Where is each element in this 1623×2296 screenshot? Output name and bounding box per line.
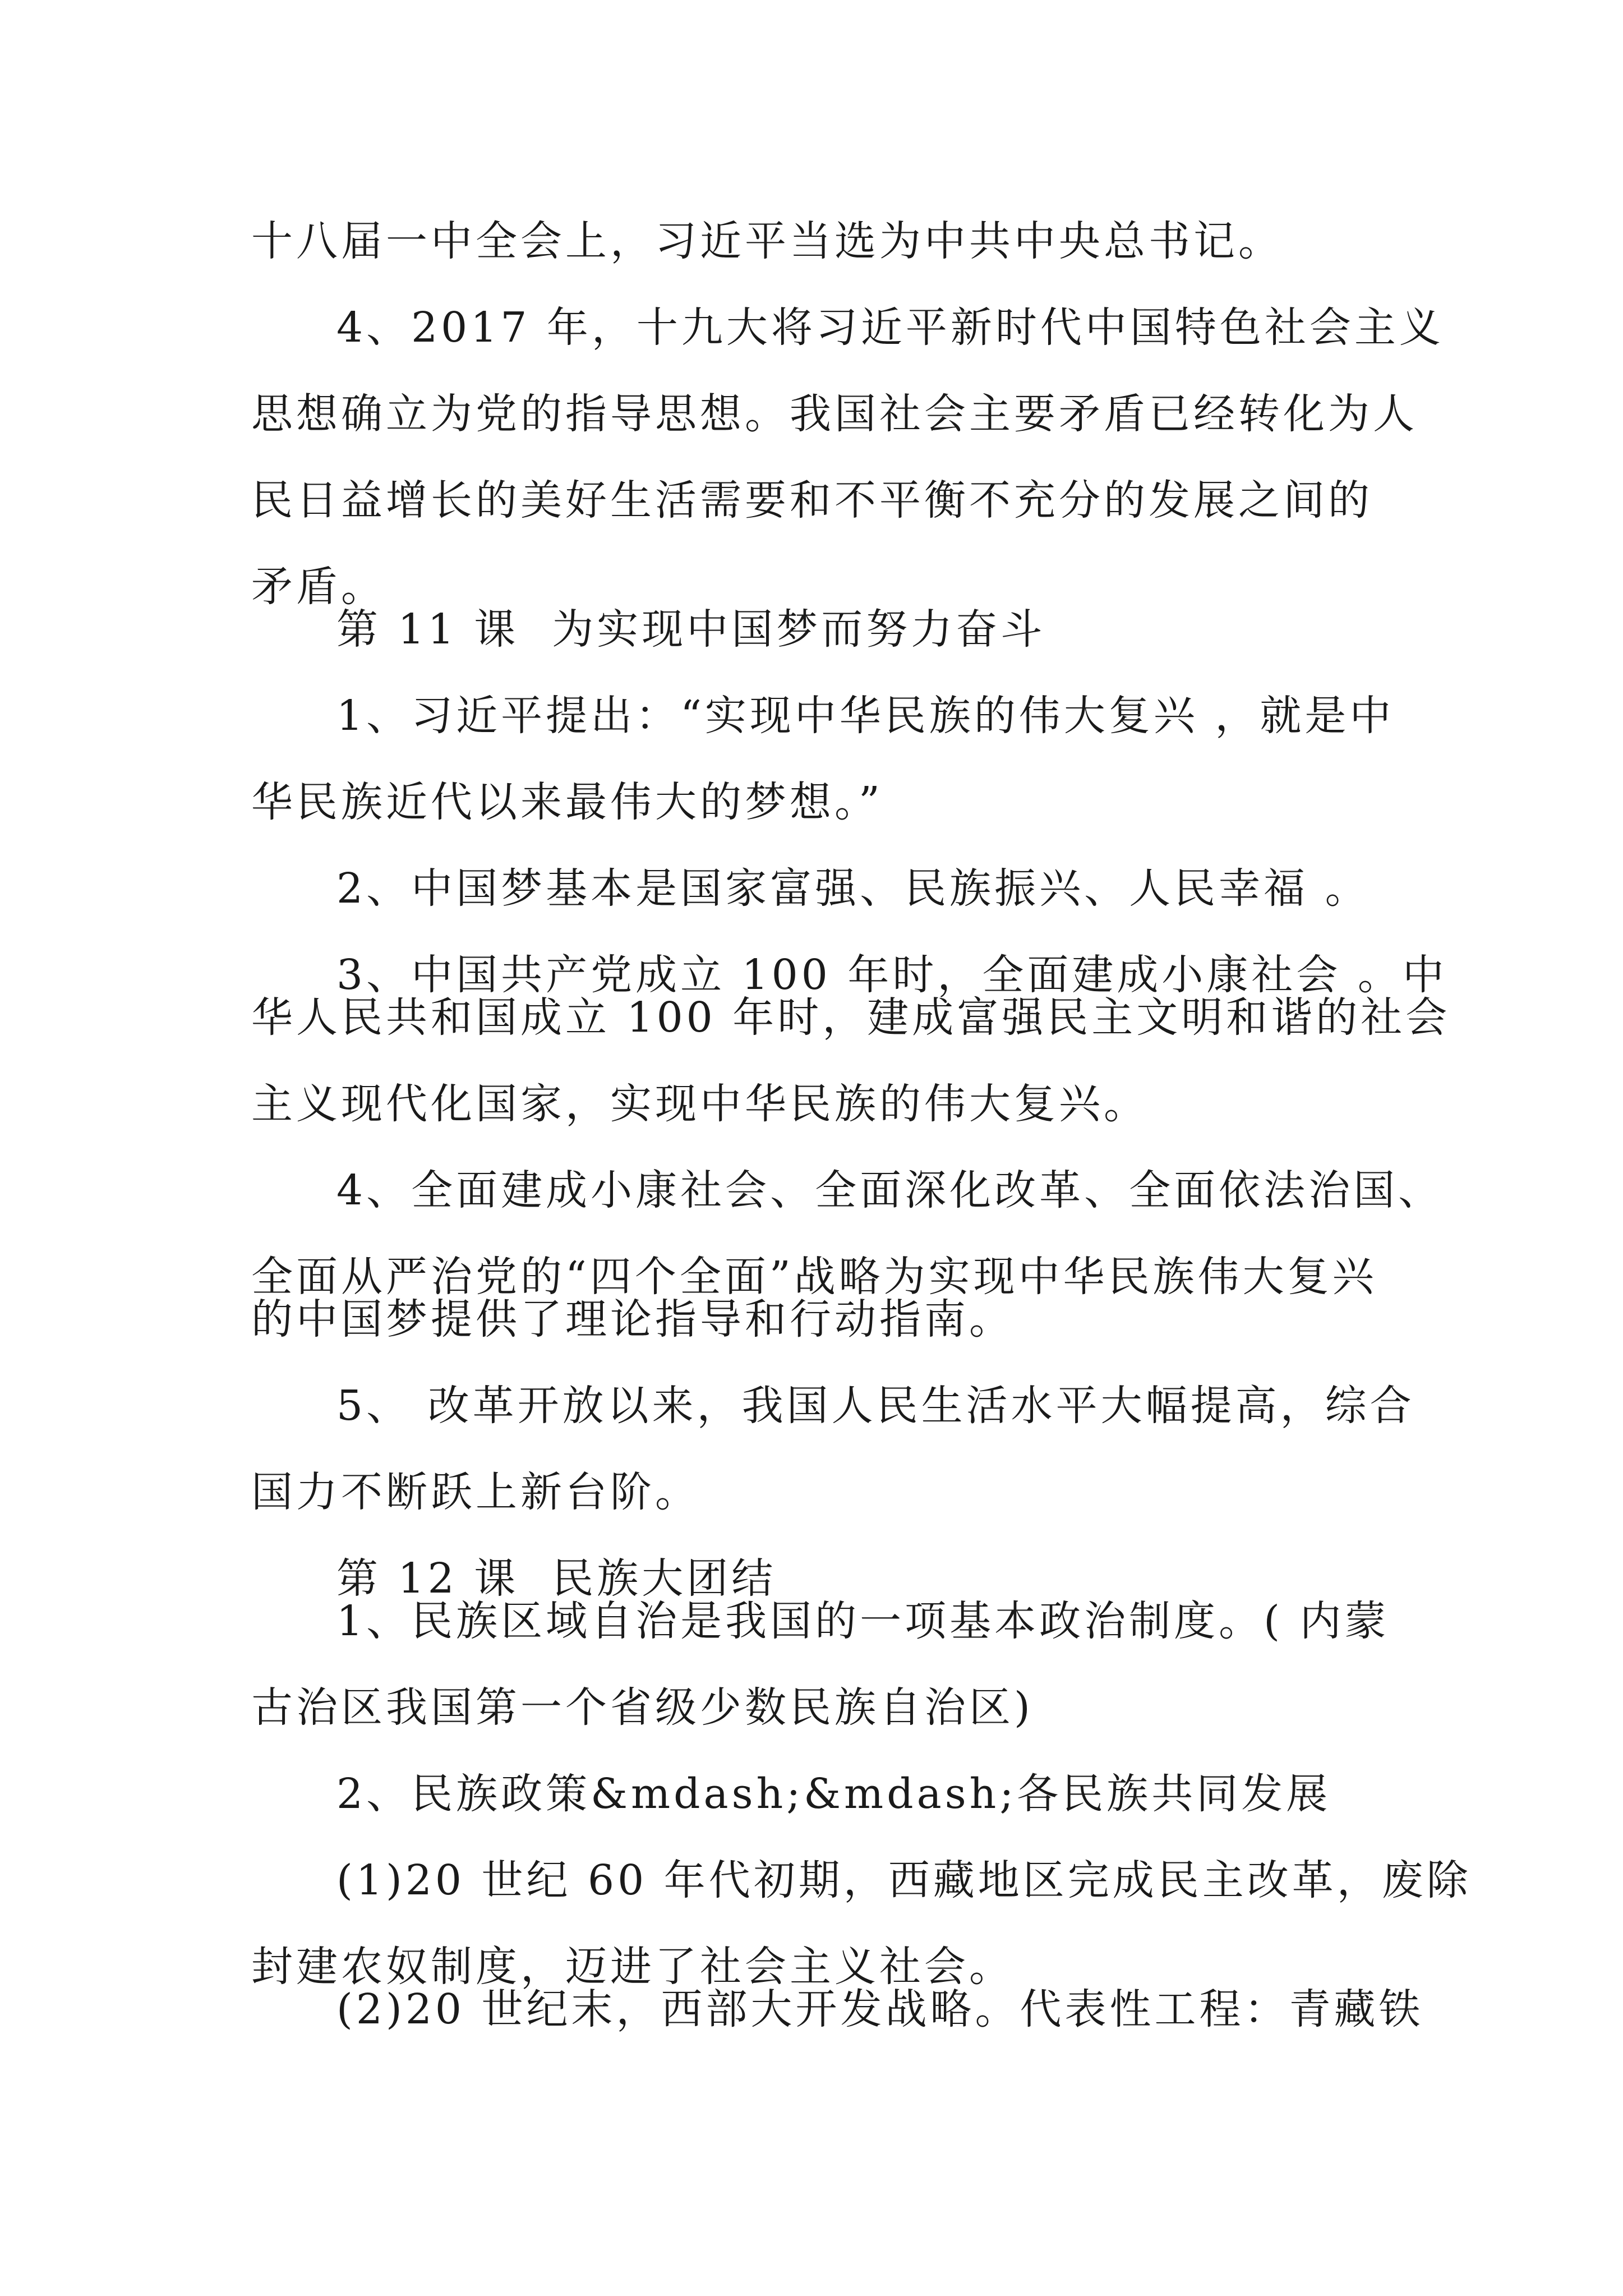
text-line: 2、中国梦基本是国家富强、民族振兴、人民幸福 。: [336, 864, 1370, 913]
text-line: 全面从严治党的“四个全面”战略为实现中华民族伟大复兴: [251, 1253, 1377, 1301]
text-line: 十八届一中全会上，习近平当选为中共中央总书记。: [251, 217, 1283, 265]
text-line: 4、2017 年，十九大将习近平新时代中国特色社会主义: [336, 303, 1444, 352]
text-line: 3、中国共产党成立 100 年时，全面建成小康社会 。中: [336, 951, 1447, 999]
text-line: 国力不断跃上新台阶。: [251, 1468, 700, 1516]
text-line: 4、全面建成小康社会、全面深化改革、全面依法治国、: [336, 1166, 1444, 1214]
text-line: 华人民共和国成立 100 年时，建成富强民主文明和谐的社会: [251, 993, 1451, 1042]
section-heading: 第 11 课 为实现中国梦而努力奋斗: [336, 605, 1046, 654]
text-line: 1、民族区域自治是我国的一项基本政治制度。( 内蒙: [336, 1597, 1390, 1645]
text-line: 矛盾。: [251, 563, 386, 611]
text-line: 的中国梦提供了理论指导和行动指南。: [251, 1295, 1014, 1343]
text-line: 2、民族政策&mdash;&mdash;各民族共同发展: [336, 1770, 1331, 1818]
text-line: 主义现代化国家，实现中华民族的伟大复兴。: [251, 1080, 1149, 1128]
text-line: 5、 改革开放以来，我国人民生活水平大幅提高，综合: [336, 1382, 1415, 1430]
text-line: (1)20 世纪 60 年代初期，西藏地区完成民主改革，废除: [336, 1856, 1472, 1904]
text-line: 民日益增长的美好生活需要和不平衡不充分的发展之间的: [251, 476, 1373, 524]
text-line: 1、习近平提出：“实现中华民族的伟大复兴 ，就是中: [336, 692, 1395, 740]
text-line: (2)20 世纪末，西部大开发战略。代表性工程：青藏铁: [336, 1985, 1424, 2033]
text-line: 思想确立为党的指导思想。我国社会主要矛盾已经转化为人: [251, 390, 1418, 438]
text-line: 华民族近代以来最伟大的梦想。”: [251, 778, 883, 826]
section-heading: 第 12 课 民族大团结: [336, 1554, 777, 1603]
text-line: 古治区我国第一个省级少数民族自治区): [251, 1683, 1034, 1732]
text-line: 封建农奴制度，迈进了社会主义社会。: [251, 1943, 1014, 1991]
